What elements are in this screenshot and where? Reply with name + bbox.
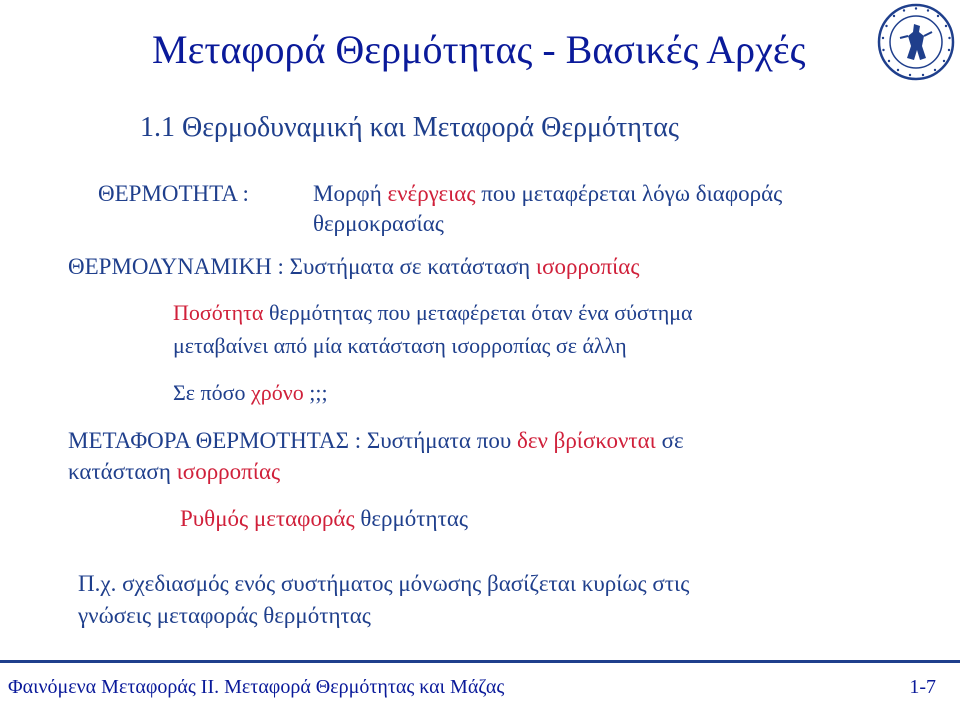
quantity-highlight: Ποσότητα — [173, 300, 264, 325]
university-seal-icon — [876, 2, 956, 82]
thermodynamics-definition — [68, 254, 639, 280]
quantity-line2: μεταβαίνει από μία κατάσταση ισορροπίας σε άλλη — [173, 333, 627, 358]
transfer-text-a: ΜΕΤΑΦΟΡΑ ΘΕΡΜΟΤΗΤΑΣ : Συστήματα που — [68, 428, 517, 453]
thermo-highlight: ισορροπίας — [535, 254, 640, 279]
transfer-line2-text: κατάσταση — [68, 459, 177, 484]
quantity-text: θερμότητας που μεταφέρεται όταν ένα σύστημα — [263, 300, 693, 325]
heat-def-highlight: ενέργειας — [387, 181, 476, 206]
time-question — [173, 380, 328, 406]
heat-transfer-line2 — [68, 459, 280, 485]
question-text-c: ;;; — [303, 380, 328, 405]
page-number: 1-7 — [909, 676, 936, 698]
transfer-highlight: δεν βρίσκονται — [516, 428, 656, 453]
example-line2: γνώσεις μεταφοράς θερμότητας — [78, 603, 371, 628]
rate-text: θερμότητας — [354, 506, 468, 531]
rate-highlight: Ρυθμός μεταφοράς — [180, 506, 355, 531]
transfer-text-c: σε — [655, 428, 684, 453]
heat-def-text-c: που μεταφέρεται λόγω διαφοράς — [475, 181, 783, 206]
quantity-line1 — [173, 300, 693, 326]
heat-transfer-definition — [68, 428, 684, 454]
question-text-a: Σε πόσο — [173, 380, 252, 405]
thermo-label: ΘΕΡΜΟΔΥΝΑΜΙΚΗ : Συστήματα σε κατάσταση — [68, 254, 536, 279]
slide-title: Μεταφορά Θερμότητας - Βασικές Αρχές — [152, 27, 806, 72]
transfer-rate — [180, 506, 468, 532]
heat-def-text-a: Μορφή — [313, 181, 388, 206]
transfer-line2-highlight: ισορροπίας — [176, 459, 281, 484]
question-highlight: χρόνο — [251, 380, 304, 405]
heat-label: ΘΕΡΜΟΤΗΤΑ : — [98, 181, 249, 206]
section-subtitle: 1.1 Θερμοδυναμική και Μεταφορά Θερμότητας — [140, 112, 679, 143]
example-line1: Π.χ. σχεδιασμός ενός συστήματος μόνωσης βασίζεται κυρίως στις — [78, 571, 690, 596]
heat-definition — [313, 181, 782, 207]
footer-course-title: Φαινόμενα Μεταφοράς ΙΙ. Μεταφορά Θερμότητας και Μάζας — [8, 676, 505, 698]
footer-divider — [0, 660, 960, 663]
heat-definition-line2: θερμοκρασίας — [313, 211, 444, 236]
